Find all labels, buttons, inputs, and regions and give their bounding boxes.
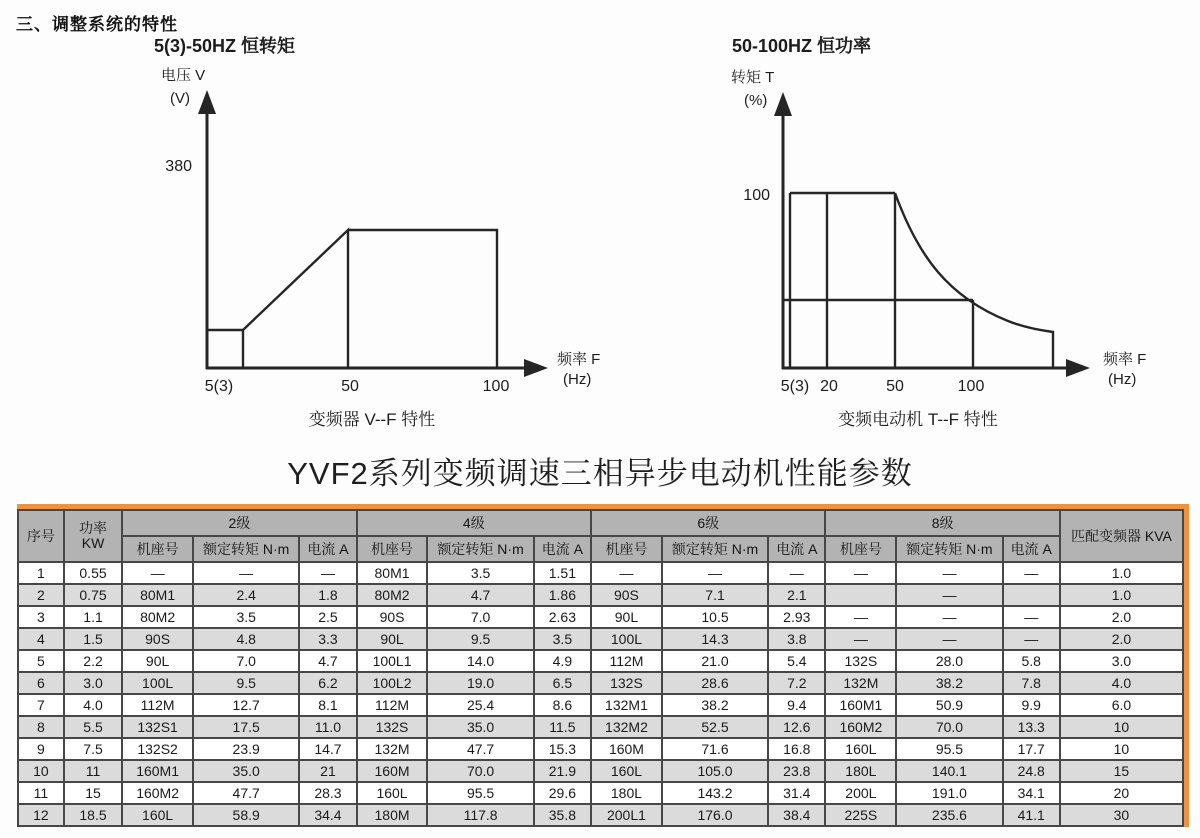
table-cell: 3 [18,606,64,628]
table-cell: 2.63 [534,606,591,628]
table-cell: 4.8 [193,628,299,650]
table-cell: 3.3 [299,628,356,650]
table-cell: 160M2 [825,716,896,738]
table-cell: 38.2 [896,672,1002,694]
vf-curve [207,230,497,368]
table-row [18,760,1183,782]
table-cell: 112M [357,694,428,716]
table-cell: 18.5 [64,804,122,826]
col-header-seq: 序号 [18,510,64,562]
table-cell: 160L [357,782,428,804]
table-cell: 4.7 [427,584,533,606]
table-cell: 160M1 [122,760,193,782]
col-header-frame-8pole: 机座号 [825,536,896,562]
table-cell: 8 [18,716,64,738]
col-header-current-6pole: 电流 A [768,536,825,562]
tf-chart [731,35,1146,429]
col-header-power [64,510,122,562]
table-cell: 13.3 [1003,716,1060,738]
table-cell: 5.8 [1003,650,1060,672]
table-cell: 180L [591,782,662,804]
table-row [18,628,1183,650]
table-cell: 132S [825,650,896,672]
table-cell: 52.5 [662,716,768,738]
table-cell: 5.4 [768,650,825,672]
table-cell: 6.5 [534,672,591,694]
vf-x-axis-unit: (Hz) [563,371,592,388]
table-cell: 160L [591,760,662,782]
table-cell: 12.7 [193,694,299,716]
table-cell: 235.6 [896,804,1002,826]
table-cell: 132M [825,672,896,694]
table-cell: — [896,606,1002,628]
table-cell: 3.5 [534,628,591,650]
table-cell: 132S [357,716,428,738]
table-cell: — [825,562,896,584]
tf-y-axis-arrow-icon [774,92,792,116]
group-header-2pole: 2级 [122,510,356,536]
table-cell: 8.1 [299,694,356,716]
vf-chart-title: 5(3)-50HZ 恒转矩 [154,36,296,56]
table-cell: 1.0 [1060,584,1183,606]
table-cell: 12.6 [768,716,825,738]
col-header-torque-2pole: 额定转矩 N·m [193,536,299,562]
group-header-8pole: 8级 [825,510,1059,536]
table-cell: — [299,562,356,584]
table-cell: — [896,628,1002,650]
table-cell: 2.1 [768,584,825,606]
vf-chart-caption: 变频器 V--F 特性 [308,410,436,429]
table-cell: 1.5 [64,628,122,650]
table-cell: 47.7 [427,738,533,760]
table-cell: 100L [122,672,193,694]
table-cell: 160M [591,738,662,760]
table-cell: 35.0 [193,760,299,782]
table-cell: 112M [591,650,662,672]
table-cell: 23.9 [193,738,299,760]
table-cell: 4.7 [299,650,356,672]
col-header-frame-6pole: 机座号 [591,536,662,562]
table-cell: 58.9 [193,804,299,826]
table-cell: 17.5 [193,716,299,738]
col-header-torque-4pole: 额定转矩 N·m [427,536,533,562]
table-cell: — [825,628,896,650]
table-cell: 70.0 [896,716,1002,738]
tf-x-tick-5: 5(3) [780,378,810,395]
table-cell: 2 [18,584,64,606]
table-cell: 160M1 [825,694,896,716]
table-cell: — [193,562,299,584]
table-cell: 8.6 [534,694,591,716]
table-cell: 15 [64,782,122,804]
table-row [18,804,1183,826]
table-cell: 38.2 [662,694,768,716]
table-cell: 7.0 [427,606,533,628]
table-cell: — [896,584,1002,606]
col-header-power-line2: KW [81,535,105,551]
table-cell: 5.5 [64,716,122,738]
table-cell: 14.3 [662,628,768,650]
table-cell: 11.0 [299,716,356,738]
tf-x-axis-arrow-icon [1066,359,1090,377]
table-cell: 34.1 [1003,782,1060,804]
col-header-frame-2pole: 机座号 [122,536,193,562]
table-row [18,606,1183,628]
table-cell: 100L [591,628,662,650]
table-cell: 112M [122,694,193,716]
table-cell: 11.5 [534,716,591,738]
table-cell: 80M2 [122,606,193,628]
table-cell: 31.4 [768,782,825,804]
table-cell: 10 [18,760,64,782]
table-cell: 34.4 [299,804,356,826]
tf-y-axis-label: 转矩 T [731,69,775,86]
table-cell: 132S1 [122,716,193,738]
vf-chart [154,35,600,429]
table-cell: 160L [825,738,896,760]
table-cell: 90L [591,606,662,628]
table-cell: — [896,562,1002,584]
performance-table-wrap [17,504,1189,827]
table-cell: 160M [357,760,428,782]
table-cell: 200L [825,782,896,804]
table-body [18,562,1183,826]
performance-table [17,509,1184,827]
table-cell: — [1003,606,1060,628]
table-cell: 160L [122,804,193,826]
table-cell: 2.2 [64,650,122,672]
table-cell: 6 [18,672,64,694]
table-cell: 16.8 [768,738,825,760]
table-cell: 11 [18,782,64,804]
table-cell: — [1003,562,1060,584]
table-cell: 21.0 [662,650,768,672]
tf-y-tick-100: 100 [743,187,770,204]
table-cell: 12 [18,804,64,826]
table-cell: 41.1 [1003,804,1060,826]
table-cell: 0.55 [64,562,122,584]
table-cell: 25.4 [427,694,533,716]
group-header-4pole: 4级 [357,510,591,536]
table-cell: 10.5 [662,606,768,628]
table-cell: — [825,606,896,628]
table-cell: 2.4 [193,584,299,606]
table-cell: 7.8 [1003,672,1060,694]
table-cell: 9.5 [193,672,299,694]
table-cell: 2.0 [1060,606,1183,628]
table-cell: 17.7 [1003,738,1060,760]
table-cell: 47.7 [193,782,299,804]
table-cell: 9 [18,738,64,760]
table-cell: 3.0 [1060,650,1183,672]
table-cell: 9.5 [427,628,533,650]
table-row [18,672,1183,694]
table-cell: 10 [1060,716,1183,738]
table-cell: 225S [825,804,896,826]
table-cell: 38.4 [768,804,825,826]
table-cell: 1.1 [64,606,122,628]
table-cell: 50.9 [896,694,1002,716]
vf-x-tick-50: 50 [341,378,359,395]
table-cell [1003,584,1060,606]
table-cell: 15 [1060,760,1183,782]
table-cell: 3.5 [427,562,533,584]
table-cell: 176.0 [662,804,768,826]
table-cell: 4 [18,628,64,650]
table-row [18,584,1183,606]
table-row [18,650,1183,672]
table-cell: 9.4 [768,694,825,716]
vf-x-axis-arrow-icon [524,359,548,377]
tf-y-axis-unit: (%) [744,92,768,109]
table-cell: 132S2 [122,738,193,760]
table-cell: 20 [1060,782,1183,804]
table-cell: 24.8 [1003,760,1060,782]
vf-x-axis-label: 频率 F [557,351,601,368]
table-cell: 29.6 [534,782,591,804]
table-cell: — [1003,628,1060,650]
table-cell: 132M2 [591,716,662,738]
page-title: 三、调整系统的特性 [16,15,178,34]
table-cell: 191.0 [896,782,1002,804]
tf-chart-caption: 变频电动机 T--F 特性 [838,410,998,429]
table-cell: 80M1 [357,562,428,584]
table-cell: 7.2 [768,672,825,694]
table-cell: 2.0 [1060,628,1183,650]
table-cell: — [591,562,662,584]
table-cell: 7.5 [64,738,122,760]
col-header-torque-6pole: 额定转矩 N·m [662,536,768,562]
table-cell: 90S [122,628,193,650]
table-cell: 117.8 [427,804,533,826]
table-cell: 21 [299,760,356,782]
table-cell: 143.2 [662,782,768,804]
tf-curve [783,193,1053,368]
table-cell: 70.0 [427,760,533,782]
col-header-current-4pole: 电流 A [534,536,591,562]
tf-x-tick-100: 100 [957,378,985,395]
table-cell: 180M [357,804,428,826]
table-cell: 200L1 [591,804,662,826]
table-cell: 90L [122,650,193,672]
tf-chart-title: 50-100HZ 恒功率 [732,36,872,56]
table-cell: 100L1 [357,650,428,672]
table-cell: 7.0 [193,650,299,672]
table-cell: 21.9 [534,760,591,782]
table-cell: 80M1 [122,584,193,606]
table-cell: 71.6 [662,738,768,760]
table-cell: 90L [357,628,428,650]
table-cell: 7.1 [662,584,768,606]
table-cell: 100L2 [357,672,428,694]
table-cell: 30 [1060,804,1183,826]
table-cell: 105.0 [662,760,768,782]
group-header-6pole: 6级 [591,510,825,536]
table-row [18,694,1183,716]
vf-y-axis-label: 电压 V [161,67,206,84]
table-cell: 95.5 [896,738,1002,760]
vf-x-tick-100: 100 [482,378,510,395]
table-cell: 28.0 [896,650,1002,672]
table-cell [825,584,896,606]
table-cell: 1.86 [534,584,591,606]
vf-y-tick-380: 380 [165,158,192,175]
table-cell: 6.0 [1060,694,1183,716]
table-cell: 1.8 [299,584,356,606]
table-cell: 9.9 [1003,694,1060,716]
table-row [18,562,1183,584]
table-cell: 3.5 [193,606,299,628]
table-cell: — [662,562,768,584]
table-cell: 132S [591,672,662,694]
table-cell: 15.3 [534,738,591,760]
table-cell: 28.6 [662,672,768,694]
table-cell: 2.93 [768,606,825,628]
table-cell: 0.75 [64,584,122,606]
vf-x-tick-5: 5(3) [204,378,234,395]
tf-x-axis-unit: (Hz) [1108,371,1137,388]
table-row [18,782,1183,804]
table-cell: 1 [18,562,64,584]
table-cell: 35.8 [534,804,591,826]
table-cell: 4.9 [534,650,591,672]
table-cell: 95.5 [427,782,533,804]
table-cell: 14.7 [299,738,356,760]
table-cell: 140.1 [896,760,1002,782]
table-cell: 132M1 [591,694,662,716]
tf-x-axis-label: 频率 F [1103,351,1147,368]
table-cell: 160M2 [122,782,193,804]
table-cell: 90S [357,606,428,628]
table-cell: 10 [1060,738,1183,760]
table-cell: 35.0 [427,716,533,738]
table-cell: 2.5 [299,606,356,628]
table-cell: 11 [64,760,122,782]
table-cell: — [122,562,193,584]
table-cell: 6.2 [299,672,356,694]
tf-x-tick-20: 20 [820,378,838,395]
vf-y-axis-unit: (V) [170,90,190,107]
table-cell: 4.0 [1060,672,1183,694]
table-cell: 80M2 [357,584,428,606]
table-cell: 23.8 [768,760,825,782]
col-header-frame-4pole: 机座号 [357,536,428,562]
table-cell: 90S [591,584,662,606]
vf-y-axis-arrow-icon [198,90,216,114]
col-header-current-2pole: 电流 A [299,536,356,562]
table-cell: 1.51 [534,562,591,584]
table-row [18,738,1183,760]
col-header-kva: 匹配变频器 KVA [1060,510,1183,562]
table-cell: 1.0 [1060,562,1183,584]
table-row [18,716,1183,738]
table-cell: 3.0 [64,672,122,694]
table-cell: 14.0 [427,650,533,672]
table-cell: 28.3 [299,782,356,804]
table-cell: 4.0 [64,694,122,716]
table-cell: 7 [18,694,64,716]
table-cell: 19.0 [427,672,533,694]
table-cell: — [768,562,825,584]
col-header-torque-8pole: 额定转矩 N·m [896,536,1002,562]
table-title: YVF2系列变频调速三相异步电动机性能参数 [287,456,913,491]
table-header [18,510,1183,562]
col-header-current-8pole: 电流 A [1003,536,1060,562]
table-cell: 3.8 [768,628,825,650]
col-header-power-line1: 功率 [79,520,108,537]
table-cell: 180L [825,760,896,782]
tf-x-tick-50: 50 [886,378,904,395]
table-cell: 132M [357,738,428,760]
table-cell: 5 [18,650,64,672]
